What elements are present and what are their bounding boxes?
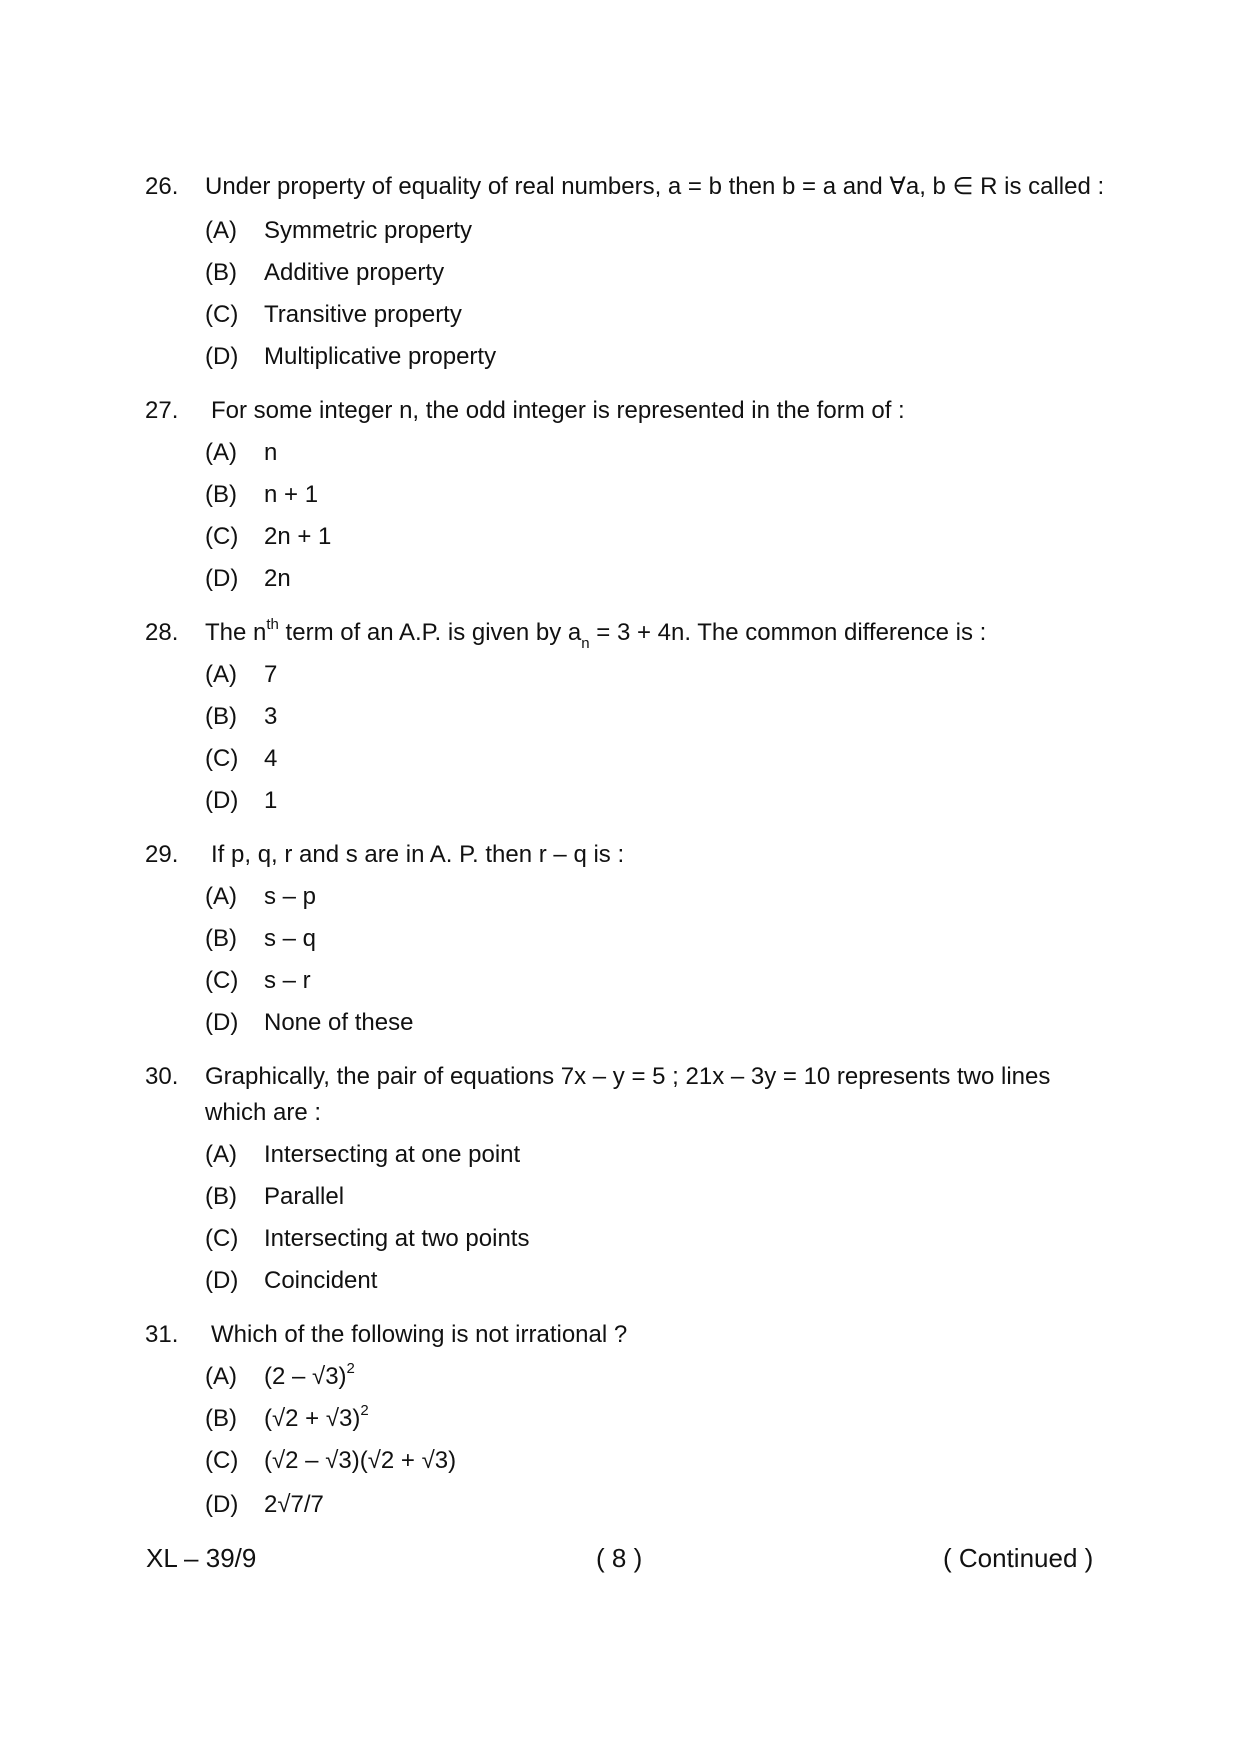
question-number: 31. [145, 1321, 179, 1348]
option-text: 2n [264, 565, 291, 592]
question-text-part: = 3 + 4n. The common difference is : [589, 619, 987, 646]
subscript: n [581, 635, 590, 652]
question-text: Which of the following is not irrational ? [211, 1321, 628, 1348]
option-text: (√2 – √3)(√2 + √3) [264, 1447, 457, 1474]
option-letter: (B) [205, 703, 237, 730]
option-expression: (2 – √3) [264, 1363, 347, 1390]
option-text: 2√7/7 [264, 1491, 324, 1518]
option-letter: (C) [205, 967, 239, 994]
option-text: n + 1 [264, 481, 319, 508]
question-number: 29. [145, 841, 179, 868]
option-letter: (C) [205, 1225, 239, 1252]
option-letter: (B) [205, 259, 237, 286]
option-letter: (D) [205, 787, 239, 814]
question-text-part: term of an A.P. is given by a [278, 619, 582, 646]
option-text: 1 [264, 787, 278, 814]
option-text: None of these [264, 1009, 414, 1036]
question-text [205, 618, 986, 651]
option-expression: (√2 + √3) [264, 1405, 361, 1432]
question-number: 30. [145, 1063, 179, 1090]
option-text: s – p [264, 883, 317, 910]
option-text: n [264, 439, 278, 466]
option-text: s – r [264, 967, 311, 994]
option-letter: (A) [205, 217, 237, 244]
option-text: Coincident [264, 1267, 378, 1294]
option-letter: (A) [205, 883, 237, 910]
option-letter: (D) [205, 565, 239, 592]
option-text: 7 [264, 661, 278, 688]
question-text: Under property of equality of real numbers, a = b then b = a and ∀a, b ∈ R is called : [205, 173, 1105, 200]
superscript: 2 [346, 1360, 355, 1377]
option-text: s – q [264, 925, 317, 952]
question-text-continuation: which are : [205, 1099, 322, 1126]
option-letter: (B) [205, 925, 237, 952]
option-letter: (B) [205, 481, 237, 508]
option-text: Parallel [264, 1183, 345, 1210]
question-text: Graphically, the pair of equations 7x – y = 5 ; 21x – 3y = 10 represents two lines [205, 1063, 1051, 1090]
option-text: 3 [264, 703, 278, 730]
option-letter: (D) [205, 1267, 239, 1294]
question-text: For some integer n, the odd integer is represented in the form of : [211, 397, 905, 424]
superscript: th [266, 616, 279, 633]
option-text [264, 1404, 369, 1437]
option-letter: (A) [205, 1363, 237, 1390]
option-text: Intersecting at one point [264, 1141, 521, 1168]
option-letter: (D) [205, 1009, 239, 1036]
option-letter: (C) [205, 745, 239, 772]
question-number: 26. [145, 173, 179, 200]
option-text: Transitive property [264, 301, 462, 328]
option-letter: (A) [205, 661, 237, 688]
option-text: Symmetric property [264, 217, 473, 244]
continued-label: ( Continued ) [943, 1543, 1094, 1573]
superscript: 2 [360, 1402, 369, 1419]
option-text: 4 [264, 745, 278, 772]
option-text [264, 1362, 355, 1395]
option-letter: (C) [205, 1447, 239, 1474]
option-text: Intersecting at two points [264, 1225, 530, 1252]
option-text: 2n + 1 [264, 523, 332, 550]
option-letter: (D) [205, 1491, 239, 1518]
page-number: ( 8 ) [596, 1543, 643, 1573]
question-number: 27. [145, 397, 179, 424]
option-letter: (A) [205, 439, 237, 466]
option-text: Additive property [264, 259, 445, 286]
paper-code: XL – 39/9 [146, 1543, 257, 1573]
option-letter: (B) [205, 1405, 237, 1432]
question-text: If p, q, r and s are in A. P. then r – q is : [211, 841, 625, 868]
option-text: Multiplicative property [264, 343, 497, 370]
option-letter: (A) [205, 1141, 237, 1168]
option-letter: (D) [205, 343, 239, 370]
option-letter: (C) [205, 523, 239, 550]
option-letter: (B) [205, 1183, 237, 1210]
question-text-part: The n [205, 619, 267, 646]
question-number: 28. [145, 619, 179, 646]
option-letter: (C) [205, 301, 239, 328]
